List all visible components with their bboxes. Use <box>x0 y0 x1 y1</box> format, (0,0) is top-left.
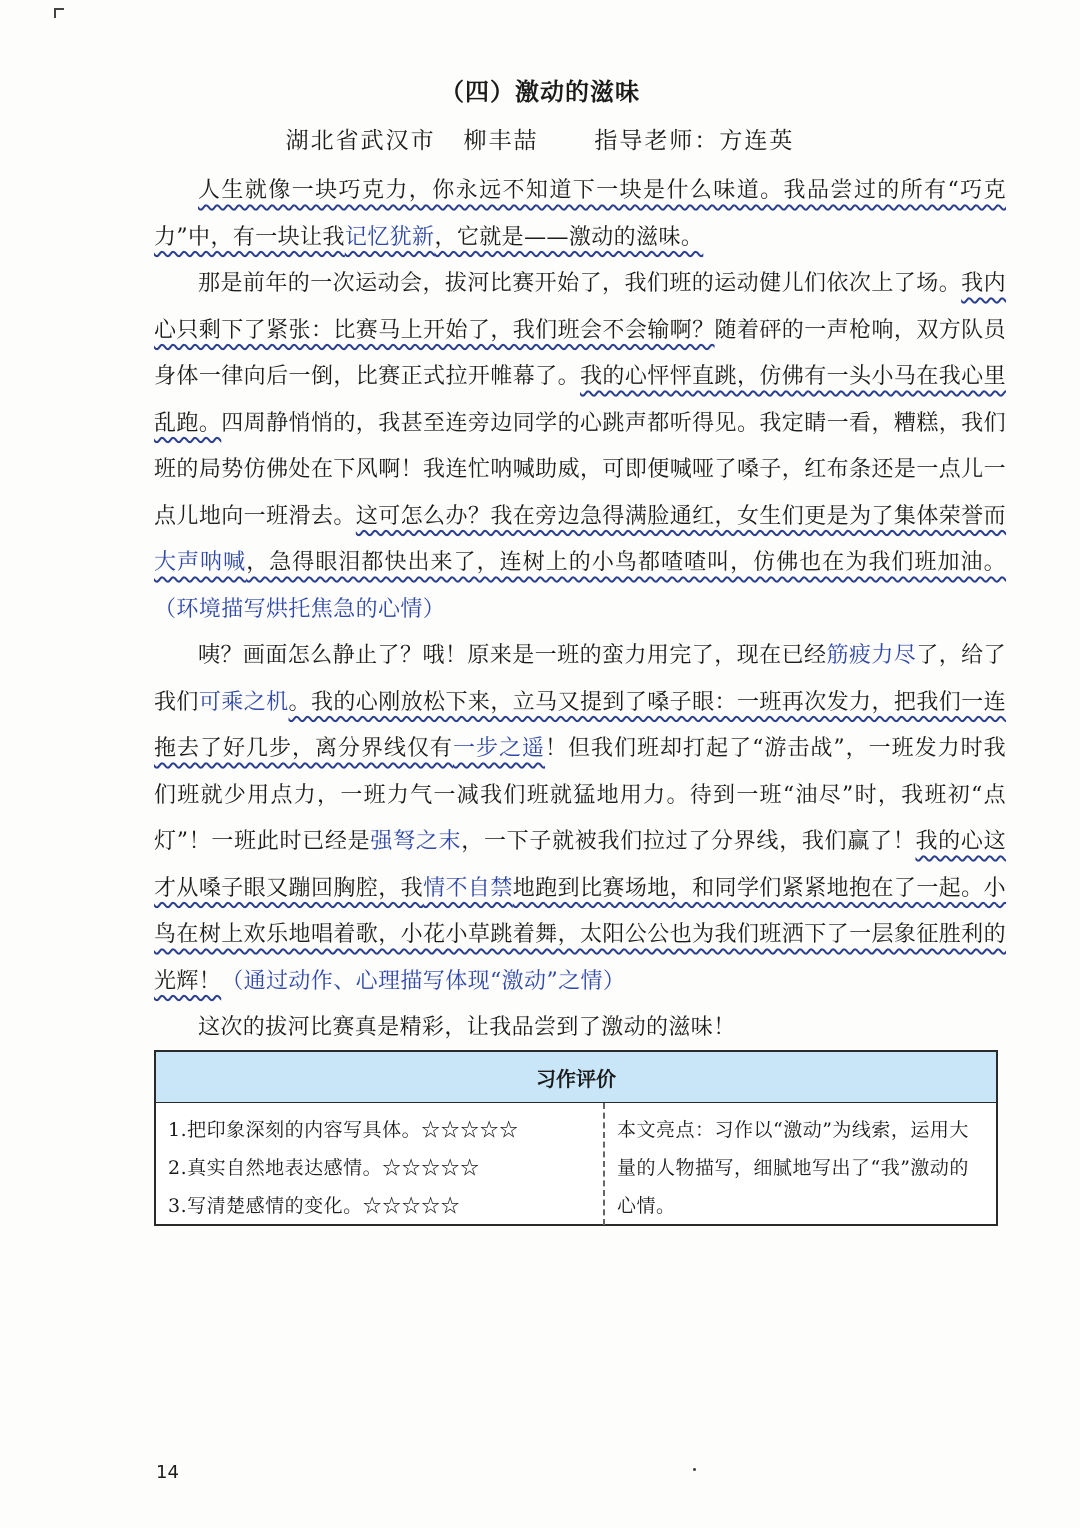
teacher-annotation: （通过动作、心理描写体现“激动”之情） <box>221 968 626 994</box>
plain-text: 四周静悄悄的，我甚至连旁边同学的心跳声都听得见。我定睛一看，糟糕，我们班的局势仿佛处在下风啊！我连忙呐喊助威，可即便喊哑了嗓子，红布条还是一点儿一点儿地向一班滑去。 <box>154 410 1006 529</box>
paragraph-3 <box>154 633 1006 1005</box>
criterion-item: 2.真实自然地表达感情。☆☆☆☆☆ <box>168 1157 480 1179</box>
wavy-underline-sentence: 我内心只剩下了紧张：比赛马上开始了，我们班会不会输啊？ <box>154 271 1006 343</box>
plain-text: 了，给了我们 <box>154 643 1006 715</box>
plain-text: 那是前年的一次运动会，拔河比赛开始了，我们班的运动健儿们依次上了场。 <box>198 271 962 296</box>
wavy-underline-sentence: 我的心怦怦直跳，仿佛有一头小马在我心里乱跑。 <box>154 364 1006 436</box>
plain-text: 随着砰的一声枪响，双方队员身体一律向后一倒，比赛正式拉开帷幕了。 <box>154 317 1006 389</box>
wavy-underline-sentence: 这可怎么办？我在旁边急得满脸通红，女生们更是为了集体荣誉而 <box>355 503 1006 529</box>
plain-text: ！但我们班却打起了“游击战”，一班发力时我们班就少用点力，一班力气一减我们班就猛地用力。待到一班“油尽”时，我班初“点灯”！一班此时已经是 <box>154 736 1006 854</box>
author-byline: 湖北省武汉市 柳丰喆 指导老师：方连英 <box>285 128 795 154</box>
criterion-item: 1.把印象深刻的内容写具体。☆☆☆☆☆ <box>168 1119 519 1141</box>
highlighted-idiom: 可乘之机 <box>198 689 289 715</box>
wavy-underline-sentence: 人生就像一块巧克力，你永远不知道下一块是什么味道。我品尝过的所有“巧克力”中，有一块让我 <box>154 178 1006 250</box>
article-body <box>154 168 1006 1052</box>
criterion-item: 3.写清楚感情的变化。☆☆☆☆☆ <box>168 1195 461 1217</box>
wavy-underline-sentence: ，它就是——激动的滋味。 <box>434 224 704 250</box>
wavy-underline-sentence: ，急得眼泪都快出来了，连树上的小鸟都喳喳叫，仿佛也在为我们班加油。 <box>246 550 1007 575</box>
evaluation-table <box>154 1050 998 1226</box>
plain-text: 咦？画面怎么静止了？哦！原来是一班的蛮力用完了，现在已经 <box>198 643 827 668</box>
plain-text: ，一下子就被我们拉过了分界线，我们赢了！ <box>461 829 916 854</box>
evaluation-criteria <box>156 1103 605 1225</box>
paragraph-1 <box>154 168 1006 261</box>
paragraph-2 <box>154 261 1006 633</box>
wavy-underline-sentence: 地跑到比赛场地，和同学们紧紧地抱在了一起。小鸟在树上欢乐地唱着歌，小花小草跳着舞，太阳公公也为我们班洒下了一层象征胜利的光辉！ <box>154 875 1006 994</box>
evaluation-body <box>156 1103 996 1225</box>
teacher-annotation: （环境描写烘托焦急的心情） <box>154 596 446 622</box>
print-speck <box>693 1468 696 1471</box>
page-number: 14 <box>156 1462 179 1483</box>
corner-crop-mark <box>54 8 64 18</box>
wavy-underline-sentence: 。我的心刚放松下来，立马又提到了嗓子眼：一班再次发力，把我们一连拖去了好几步，离分界线仅有 <box>154 689 1006 761</box>
highlighted-idiom: 大声呐喊 <box>154 550 247 575</box>
highlighted-idiom: 情不自禁 <box>423 875 513 901</box>
wavy-underline-sentence: 我的心这才从嗓子眼又蹦回胸腔，我 <box>154 829 1007 901</box>
highlighted-idiom: 一步之遥 <box>453 736 546 761</box>
highlighted-idiom: 筋疲力尽 <box>826 643 917 668</box>
evaluation-highlight: 本文亮点：习作以“激动”为线索，运用大量的人物描写，细腻地写出了“我”激动的心情。 <box>617 1119 969 1217</box>
paragraph-4: 这次的拔河比赛真是精彩，让我品尝到了激动的滋味！ <box>198 1015 736 1040</box>
highlighted-idiom: 记忆犹新 <box>344 224 435 250</box>
page-title: （四）激动的滋味 <box>440 78 640 106</box>
highlighted-idiom: 强弩之末 <box>370 829 462 854</box>
evaluation-header: 习作评价 <box>156 1052 996 1103</box>
